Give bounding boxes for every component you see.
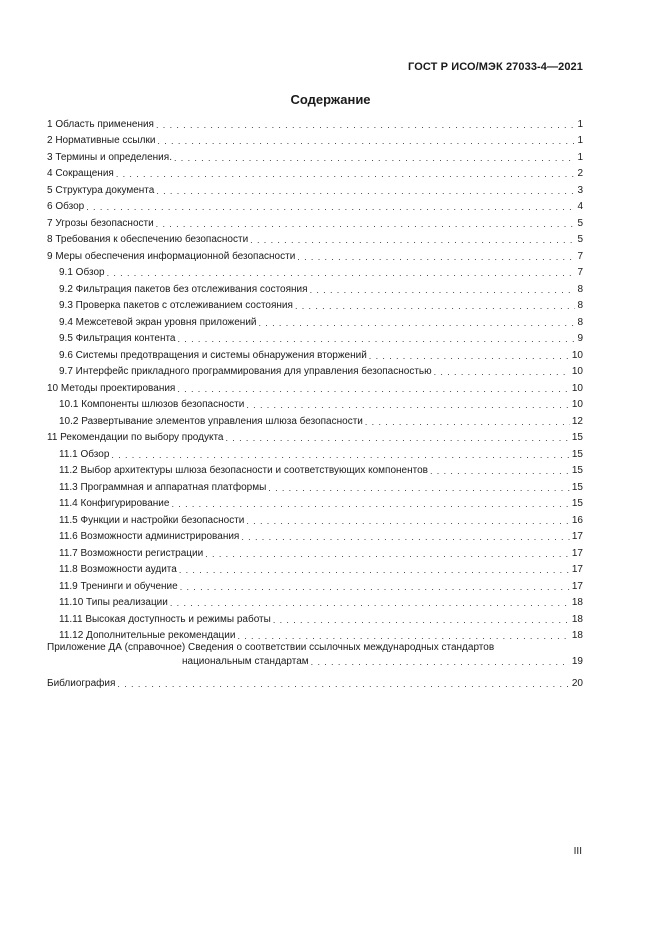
toc-leader-dots (156, 218, 576, 230)
toc-leader-dots (434, 366, 570, 378)
toc-entry-title: 11.5 Функции и настройки безопасности (59, 514, 245, 526)
toc-entry-page: 17 (571, 564, 583, 575)
toc-entry-11-8[interactable] (47, 560, 583, 577)
toc-entry-9-5[interactable] (47, 329, 583, 346)
page-title: Содержание (290, 92, 371, 107)
toc-entry-11-11[interactable] (47, 609, 583, 626)
toc-entry-title: 9.5 Фильтрация контента (59, 333, 176, 344)
toc-entry-page: 18 (571, 630, 583, 641)
toc-leader-dots (107, 267, 576, 279)
toc-entry-6[interactable] (47, 197, 583, 214)
toc-entry-11-2[interactable] (47, 461, 583, 478)
toc-entry-page: 9 (577, 333, 583, 344)
toc-leader-dots (156, 119, 575, 131)
toc-entry-9-6[interactable] (47, 345, 583, 362)
toc-leader-dots (171, 498, 569, 510)
toc-entry-9-2[interactable] (47, 279, 583, 296)
toc-entry-title: 11.7 Возможности регистрации (59, 547, 204, 559)
toc-entry-title: 9.6 Системы предотвращения и системы обнаружения вторжений (59, 349, 367, 361)
toc-leader-dots (174, 152, 575, 164)
toc-entry-title: 9.2 Фильтрация пакетов без отслеживания состояния (59, 283, 308, 295)
toc-entry-11-7[interactable] (47, 543, 583, 560)
toc-entry-page: 5 (577, 234, 583, 245)
toc-entry-page: 15 (571, 432, 583, 443)
toc-entry-page: 8 (577, 283, 583, 295)
toc-entry-title: 2 Нормативные ссылки (47, 135, 156, 146)
toc-leader-dots (178, 333, 576, 345)
toc-entry-3[interactable] (47, 147, 583, 164)
toc-leader-dots (246, 399, 570, 411)
toc-entry-page: 17 (571, 547, 583, 559)
toc-entry-page: 12 (571, 415, 583, 427)
toc-entry-11-3[interactable] (47, 477, 583, 494)
toc-entry-page: 1 (577, 151, 583, 163)
toc-entry-page: 18 (571, 597, 583, 608)
toc-entry-9-7[interactable] (47, 362, 583, 379)
toc-entry-page: 18 (571, 613, 583, 625)
toc-entry-title: 9.4 Межсетевой экран уровня приложений (59, 316, 257, 328)
toc-entry-appendix[interactable] (47, 642, 583, 673)
toc-entry-title: 1 Область применения (47, 118, 154, 130)
toc-leader-dots (180, 581, 570, 593)
toc-entry-title: 8 Требования к обеспечению безопасности (47, 234, 249, 245)
toc-leader-dots (297, 251, 575, 263)
toc-entry-page: 7 (577, 267, 583, 278)
toc-entry-11-9[interactable] (47, 576, 583, 593)
toc-entry-1[interactable] (47, 114, 583, 131)
toc-entry-page: 17 (571, 580, 583, 592)
toc-entry-title: 6 Обзор (47, 201, 85, 212)
toc-entry-page: 1 (577, 118, 583, 130)
document-header: ГОСТ Р ИСО/МЭК 27033-4—2021 (408, 61, 583, 73)
toc-entry-page: 17 (571, 531, 583, 542)
toc-leader-dots (156, 185, 575, 197)
toc-entry-title: 11.1 Обзор (59, 448, 110, 460)
toc-entry-title-continued: национальным стандартам (182, 656, 309, 667)
toc-leader-dots (430, 465, 570, 477)
toc-entry-9-1[interactable] (47, 263, 583, 280)
toc-leader-dots (311, 656, 570, 668)
toc-entry-page: 8 (577, 316, 583, 328)
toc-leader-dots (86, 201, 575, 213)
toc-entry-page: 4 (577, 201, 583, 212)
toc-entry-page: 5 (577, 217, 583, 229)
toc-entry-10-1[interactable] (47, 395, 583, 412)
toc-entry-11[interactable] (47, 428, 583, 445)
toc-entry-page: 10 (571, 366, 583, 377)
toc-entry-title: 10.1 Компоненты шлюзов безопасности (59, 399, 245, 410)
toc-entry-title: Библиография (47, 677, 116, 689)
toc-entry-11-6[interactable] (47, 527, 583, 544)
toc-entry-9-4[interactable] (47, 312, 583, 329)
toc-entry-5[interactable] (47, 180, 583, 197)
toc-leader-dots (179, 564, 570, 576)
toc-entry-title: 11.9 Тренинги и обучение (59, 580, 178, 592)
toc-entry-title: 11 Рекомендации по выбору продукта (47, 432, 224, 443)
toc-leader-dots (225, 432, 569, 444)
toc-entry-page: 10 (571, 382, 583, 394)
toc-entry-page: 8 (577, 300, 583, 311)
toc-entry-title: 11.3 Программная и аппаратная платформы (59, 481, 267, 493)
toc-leader-dots (111, 449, 569, 461)
toc-entry-title: 9.3 Проверка пакетов с отслеживанием состояния (59, 300, 293, 311)
toc-entry-title: 11.4 Конфигурирование (59, 498, 170, 509)
toc-entry-title: Приложение ДА (справочное) Сведения о соответствии ссылочных международных стандартов (47, 642, 495, 653)
toc-leader-dots (268, 482, 570, 494)
toc-entry-title: 3 Термины и определения. (47, 151, 172, 163)
toc-entry-page: 15 (571, 465, 583, 476)
toc-entry-title: 11.10 Типы реализации (59, 597, 168, 608)
toc-entry-bibliography[interactable] (47, 673, 583, 690)
toc-entry-page: 16 (571, 514, 583, 526)
toc-leader-dots (170, 597, 570, 609)
toc-entry-page: 1 (577, 135, 583, 146)
toc-leader-dots (250, 234, 575, 246)
toc-entry-page: 15 (571, 481, 583, 493)
table-of-contents (47, 114, 583, 690)
toc-entry-11-10[interactable] (47, 593, 583, 610)
toc-leader-dots (177, 383, 570, 395)
toc-entry-9-3[interactable] (47, 296, 583, 313)
toc-entry-11-1[interactable] (47, 444, 583, 461)
toc-entry-11-5[interactable] (47, 510, 583, 527)
toc-leader-dots (295, 300, 576, 312)
toc-entry-title: 5 Структура документа (47, 184, 155, 196)
toc-leader-dots (116, 168, 576, 180)
toc-entry-title: 11.2 Выбор архитектуры шлюза безопасности и соответствующих компонентов (59, 465, 428, 476)
toc-leader-dots (310, 284, 576, 296)
toc-entry-7[interactable] (47, 213, 583, 230)
toc-entry-11-12[interactable] (47, 626, 583, 643)
toc-entry-page: 10 (571, 349, 583, 361)
toc-entry-title: 4 Сокращения (47, 168, 114, 179)
toc-entry-page: 20 (571, 677, 583, 689)
toc-entry-page: 10 (571, 399, 583, 410)
toc-entry-title: 11.12 Дополнительные рекомендации (59, 630, 236, 641)
toc-entry-title: 7 Угрозы безопасности (47, 217, 154, 229)
toc-entry-title: 9 Меры обеспечения информационной безопасности (47, 250, 296, 262)
toc-entry-title: 11.11 Высокая доступность и режимы работы (59, 613, 271, 625)
toc-entry-page: 15 (571, 448, 583, 460)
toc-leader-dots (157, 135, 575, 147)
toc-entry-title: 10 Методы проектирования (47, 382, 176, 394)
toc-entry-title: 10.2 Развертывание элементов управления шлюза безопасности (59, 415, 363, 427)
toc-entry-10-2[interactable] (47, 411, 583, 428)
toc-entry-4[interactable] (47, 164, 583, 181)
toc-entry-2[interactable] (47, 131, 583, 148)
page-number: III (573, 846, 582, 857)
toc-leader-dots (259, 317, 576, 329)
toc-entry-10[interactable] (47, 378, 583, 395)
toc-leader-dots (117, 678, 569, 690)
toc-entry-title: 9.7 Интерфейс прикладного программирования для управления безопасностью (59, 366, 432, 377)
toc-entry-title: 11.8 Возможности аудита (59, 564, 177, 575)
toc-entry-page: 7 (577, 250, 583, 262)
toc-entry-page: 15 (571, 498, 583, 509)
toc-entry-11-4[interactable] (47, 494, 583, 511)
toc-leader-dots (365, 416, 570, 428)
toc-leader-dots (369, 350, 570, 362)
toc-entry-9[interactable] (47, 246, 583, 263)
toc-entry-page: 2 (577, 168, 583, 179)
toc-entry-title: 9.1 Обзор (59, 267, 105, 278)
toc-leader-dots (246, 515, 570, 527)
toc-entry-title: 11.6 Возможности администрирования (59, 531, 240, 542)
toc-entry-8[interactable] (47, 230, 583, 247)
toc-leader-dots (273, 614, 570, 626)
toc-entry-page: 3 (577, 184, 583, 196)
toc-entry-page: 19 (571, 656, 583, 667)
toc-leader-dots (241, 531, 570, 543)
toc-leader-dots (237, 630, 569, 642)
toc-leader-dots (205, 548, 570, 560)
